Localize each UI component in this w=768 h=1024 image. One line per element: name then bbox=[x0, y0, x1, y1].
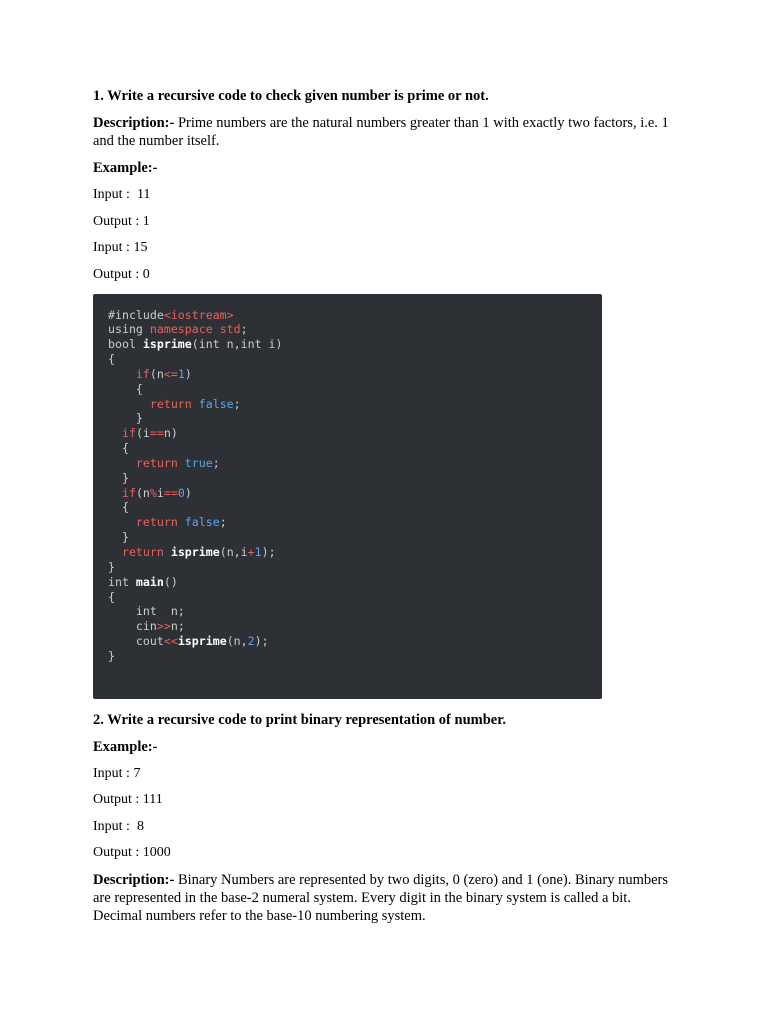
code-token: false bbox=[198, 396, 234, 411]
code-line bbox=[108, 486, 602, 501]
code-token: } bbox=[108, 470, 129, 485]
code-token: { bbox=[108, 352, 115, 367]
code-token: if bbox=[135, 366, 150, 381]
question-1-description bbox=[93, 114, 678, 150]
code-token: cout bbox=[108, 634, 164, 649]
code-token: (n, bbox=[226, 634, 248, 649]
code-line bbox=[108, 382, 602, 397]
code-token: i bbox=[156, 485, 164, 500]
code-token: return bbox=[135, 515, 185, 530]
code-token: { bbox=[108, 500, 129, 515]
code-token: () bbox=[163, 574, 178, 589]
code-token: n) bbox=[163, 426, 178, 441]
code-token: ; bbox=[240, 322, 248, 337]
code-token: false bbox=[184, 515, 220, 530]
question-2-example-label: Example:- bbox=[93, 738, 158, 755]
code-line bbox=[108, 441, 602, 456]
question-1-example-label: Example:- bbox=[93, 160, 158, 176]
code-token: 1 bbox=[254, 545, 262, 559]
code-token: { bbox=[108, 381, 143, 396]
code-token: { bbox=[108, 441, 129, 456]
question-2-io-line: Input : 7 bbox=[93, 765, 141, 781]
code-line bbox=[108, 619, 602, 634]
code-token: ); bbox=[254, 634, 269, 649]
code-token: >> bbox=[156, 619, 171, 634]
code-token: n; bbox=[170, 619, 185, 634]
code-token: return bbox=[135, 455, 185, 470]
code-token: { bbox=[108, 589, 115, 604]
code-token: 2 bbox=[247, 634, 255, 649]
code-line bbox=[108, 337, 602, 352]
code-token: if bbox=[121, 485, 136, 500]
code-token: ) bbox=[184, 366, 192, 381]
code-line bbox=[108, 500, 602, 515]
code-token: namespace std bbox=[149, 322, 241, 337]
code-token: int bbox=[108, 574, 136, 589]
description-text: Binary Numbers are represented by two digits, 0 (zero) and 1 (one). Binary numbers are represented in the base-2 numeral system. Every digit in the binary system is called a bit. Decimal numbers refer to the base-10 numbering system. bbox=[93, 871, 669, 924]
code-token: (i bbox=[135, 426, 150, 441]
code-token: } bbox=[108, 559, 115, 574]
code-token: } bbox=[108, 530, 129, 545]
code-line bbox=[108, 397, 602, 412]
code-token: } bbox=[108, 648, 115, 663]
question-2-io-line: Output : 111 bbox=[93, 792, 163, 807]
code-token: true bbox=[184, 455, 213, 470]
code-token: 0 bbox=[177, 485, 185, 500]
code-token: (n bbox=[135, 485, 150, 500]
code-token bbox=[108, 515, 136, 529]
code-token: == bbox=[149, 426, 164, 441]
question-2-io-line: Input : 8 bbox=[93, 818, 144, 834]
question-1-io-line: Input : 15 bbox=[93, 240, 148, 255]
code-token bbox=[108, 545, 122, 559]
code-token bbox=[108, 367, 136, 381]
question-1-io-line: Output : 1 bbox=[93, 213, 150, 229]
code-token: return bbox=[121, 545, 171, 559]
question-2-title: 2. Write a recursive code to print binary representation of number. bbox=[93, 711, 506, 728]
code-line bbox=[108, 590, 602, 605]
code-token: <= bbox=[163, 366, 178, 381]
code-line bbox=[108, 649, 602, 664]
code-token: #include bbox=[108, 307, 164, 322]
question-1-io-line: Input : 11 bbox=[93, 187, 151, 202]
question-1-io-line: Output : 0 bbox=[93, 266, 150, 282]
code-token bbox=[108, 486, 122, 500]
code-token bbox=[108, 397, 150, 411]
code-token: bool bbox=[108, 337, 143, 352]
code-line bbox=[108, 308, 602, 323]
code-token: + bbox=[247, 545, 255, 559]
code-token: isprime bbox=[170, 545, 220, 559]
code-token: cin bbox=[108, 619, 157, 634]
code-screenshot bbox=[93, 294, 602, 699]
code-token: } bbox=[108, 411, 143, 426]
code-line bbox=[108, 575, 602, 590]
code-line bbox=[108, 352, 602, 367]
document-page bbox=[93, 87, 678, 934]
description-label: Description:- bbox=[93, 115, 175, 131]
code-line bbox=[108, 530, 602, 545]
description-text: Prime numbers are the natural numbers greater than 1 with exactly two factors, i.e. 1 and the number itself. bbox=[93, 115, 669, 149]
code-token: main bbox=[135, 574, 164, 589]
code-token: % bbox=[149, 485, 157, 500]
code-line bbox=[108, 367, 602, 382]
description-label: Description:- bbox=[93, 871, 175, 888]
code-token: ; bbox=[219, 515, 227, 530]
code-line bbox=[108, 545, 602, 560]
code-line bbox=[108, 634, 602, 649]
code-token: (int n,int i) bbox=[191, 337, 283, 352]
code-line bbox=[108, 456, 602, 471]
code-token: if bbox=[121, 426, 136, 441]
code-token: == bbox=[163, 485, 178, 500]
code-line bbox=[108, 322, 602, 337]
question-2-description bbox=[93, 871, 678, 925]
code-token: << bbox=[163, 634, 178, 649]
code-token: return bbox=[149, 396, 199, 411]
code-line bbox=[108, 471, 602, 486]
code-line bbox=[108, 604, 602, 619]
code-token: using bbox=[108, 322, 150, 337]
code-token: 1 bbox=[177, 366, 185, 381]
code-token: ) bbox=[184, 485, 192, 500]
question-1-title: 1. Write a recursive code to check given number is prime or not. bbox=[93, 88, 489, 104]
code-token: int n; bbox=[108, 604, 185, 619]
question-2-io-line: Output : 1000 bbox=[93, 845, 171, 860]
code-token: (n bbox=[149, 366, 164, 381]
code-token: <iostream> bbox=[163, 307, 234, 322]
code-line bbox=[108, 426, 602, 441]
code-token: isprime bbox=[177, 634, 227, 649]
code-token: (n,i bbox=[219, 545, 248, 559]
code-token: ); bbox=[261, 545, 276, 559]
code-line bbox=[108, 560, 602, 575]
code-line bbox=[108, 515, 602, 530]
code-token: ; bbox=[212, 455, 220, 470]
code-line bbox=[108, 411, 602, 426]
code-token bbox=[108, 426, 122, 440]
code-token: isprime bbox=[142, 337, 192, 352]
code-token: ; bbox=[233, 396, 241, 411]
code-token bbox=[108, 456, 136, 470]
